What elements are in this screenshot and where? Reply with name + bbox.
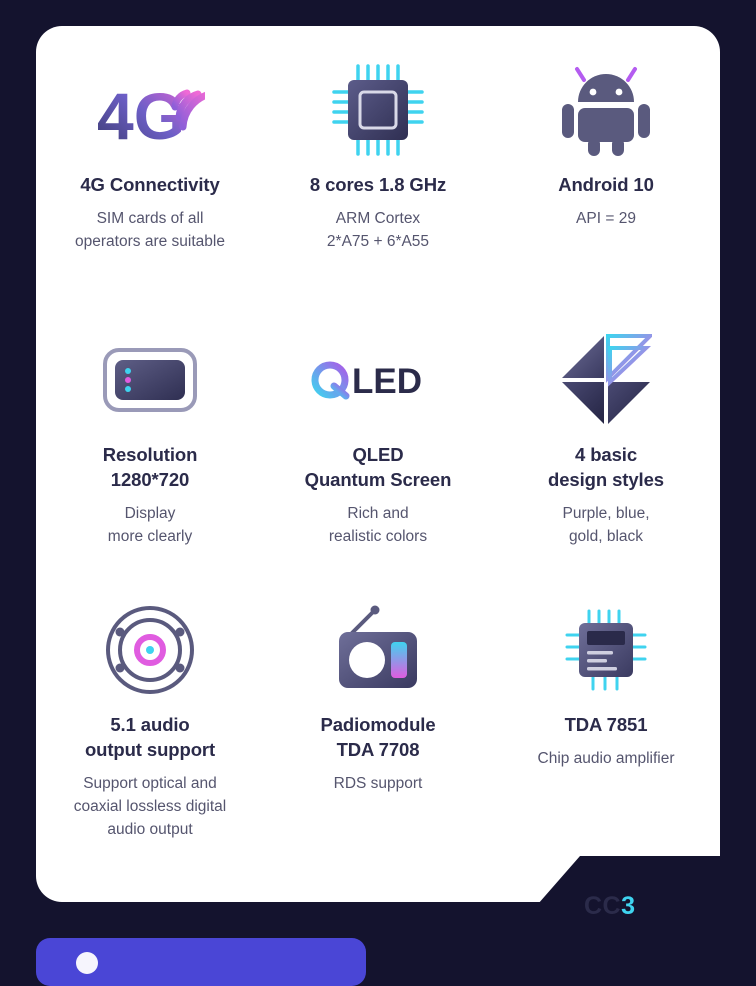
title-line: TDA 7708 <box>336 739 420 760</box>
feature-item-android <box>492 54 720 324</box>
4g-signal-icon <box>95 54 205 166</box>
feature-subtitle <box>562 502 649 548</box>
subtitle-line: more clearly <box>107 528 193 545</box>
qled-logo-icon <box>308 324 448 436</box>
feature-title <box>548 442 664 492</box>
title-line: 5.1 audio <box>110 714 190 735</box>
cpu-chip-icon <box>330 54 426 166</box>
amplifier-chip-icon <box>563 594 649 706</box>
feature-subtitle <box>327 207 429 253</box>
speaker-icon <box>104 594 196 706</box>
design-styles-icon <box>560 324 652 436</box>
title-line: TDA 7851 <box>564 714 648 735</box>
subtitle-line: Rich and <box>347 505 409 522</box>
display-screen-icon <box>102 324 198 436</box>
feature-item-audio-output <box>36 594 264 874</box>
title-line: Quantum Screen <box>304 469 452 490</box>
feature-title <box>320 712 435 762</box>
subtitle-line: ARM Cortex <box>335 210 421 227</box>
brand-logo <box>584 892 636 921</box>
subtitle-line: Support optical and <box>83 775 217 792</box>
feature-subtitle <box>576 207 636 230</box>
feature-item-radiomodule <box>264 594 492 874</box>
feature-grid <box>36 26 720 902</box>
android-robot-icon <box>556 54 656 166</box>
feature-title <box>565 712 648 737</box>
svg-text:4G: 4G <box>97 79 186 153</box>
subtitle-line: gold, black <box>568 528 644 545</box>
subtitle-line: Purple, blue, <box>562 505 650 522</box>
subtitle-line: 2*A75 + 6*A55 <box>326 233 430 250</box>
brand-logo-accent: 3 <box>621 892 636 920</box>
feature-title <box>305 442 452 492</box>
title-line: 4 basic <box>574 444 638 465</box>
title-line: QLED <box>352 444 404 465</box>
title-line: 1280*720 <box>110 469 190 490</box>
feature-item-cpu <box>264 54 492 324</box>
feature-item-qled <box>264 324 492 594</box>
bottom-banner-dot-icon <box>76 952 98 974</box>
subtitle-line: API = 29 <box>576 210 636 227</box>
feature-item-4g <box>36 54 264 324</box>
subtitle-line: RDS support <box>333 775 423 792</box>
subtitle-line: SIM cards of all <box>96 210 204 227</box>
feature-item-resolution <box>36 324 264 594</box>
feature-title <box>85 712 215 762</box>
feature-title: 4G Connectivity <box>80 174 220 195</box>
title-line: output support <box>84 739 216 760</box>
svg-text:LED: LED <box>352 362 422 401</box>
feature-title: 8 cores 1.8 GHz <box>309 174 447 195</box>
radio-icon <box>329 594 427 706</box>
title-line: Padiomodule <box>320 714 436 735</box>
title-line: Resolution <box>102 444 198 465</box>
subtitle-line: Display <box>124 505 176 522</box>
subtitle-line: coaxial lossless digital <box>73 798 227 815</box>
feature-item-amplifier <box>492 594 720 874</box>
feature-item-design-styles <box>492 324 720 594</box>
subtitle-line: operators are suitable <box>75 233 225 250</box>
feature-subtitle <box>108 502 192 548</box>
title-line: design styles <box>548 469 664 490</box>
feature-subtitle <box>75 207 225 253</box>
subtitle-line: realistic colors <box>328 528 428 545</box>
feature-title <box>103 442 198 492</box>
subtitle-line: audio output <box>107 821 193 838</box>
feature-subtitle <box>329 502 427 548</box>
feature-subtitle <box>538 747 675 770</box>
feature-subtitle <box>74 772 227 841</box>
bottom-banner <box>36 938 366 986</box>
brand-logo-text: CC <box>584 892 622 920</box>
subtitle-line: Chip audio amplifier <box>537 750 675 767</box>
feature-title: Android 10 <box>558 174 654 195</box>
feature-subtitle <box>334 772 423 795</box>
